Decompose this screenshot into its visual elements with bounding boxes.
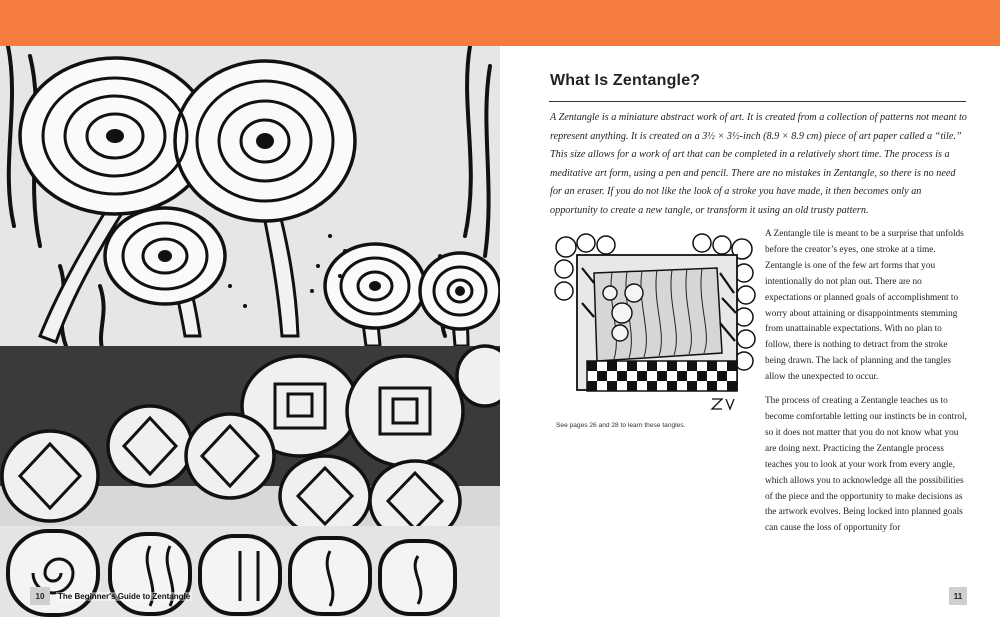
page-number-right: 11 [949, 587, 967, 605]
left-page [0, 46, 500, 617]
heading-rule [549, 101, 966, 102]
body-column [765, 227, 967, 545]
zentangle-tile-image [552, 233, 757, 418]
page-number-left: 10 [30, 587, 50, 605]
body-paragraph-1: A Zentangle tile is meant to be a surprise that unfolds before the creator’s eyes, one stroke at a time. Zentangle is one of the few art forms that you intentionally do not plan out. There are no expectations or planned goals of accomplishment to worry about attaining or disappointments stemming from unattainable expectations. With no plan to follow, there is nothing to detract from the stroke being drawn. The lack of planning and the tangles allow the unexpected to occur. [765, 229, 964, 383]
header-band [0, 0, 1000, 46]
intro-paragraph: A Zentangle is a miniature abstract work of art. It is created from a collection of patterns not meant to represent anything. It is created on a 3½ × 3½-inch (8.9 × 8.9 cm) piece of art paper called a “tile.” This size allows for a work of art that can be completed in a relatively short time. The process is a meditative art form, using a pen and pencil. There are no mistakes in Zentangle, so there is no need for an eraser. If you do not like the look of a stroke you have made, it then becomes only an opportunity to create a new tangle, or transform it using an old trusty pattern. [550, 112, 967, 216]
right-page [500, 46, 1000, 617]
left-page-folio [30, 587, 192, 605]
zentangle-illustration [0, 46, 500, 617]
body-paragraph-2: The process of creating a Zentangle teaches us to become comfortable letting our instincts be in control, so it does not matter that you do not know what you are doing next. Practicing the Zentangle process teaches you to look at your work from every angle, which allows you to acknowledge all the possibilities of the piece and the opportunity to make decisions as the artwork evolves. Being locked into planned goals can cause the loss of opportunity for [765, 396, 967, 534]
running-title: The Beginner's Guide to Zentangle [58, 591, 191, 601]
zentangle-tile-figure [552, 233, 757, 429]
figure-caption: See pages 26 and 28 to learn these tangles. [556, 422, 686, 429]
page-heading: What Is Zentangle? [550, 72, 701, 89]
